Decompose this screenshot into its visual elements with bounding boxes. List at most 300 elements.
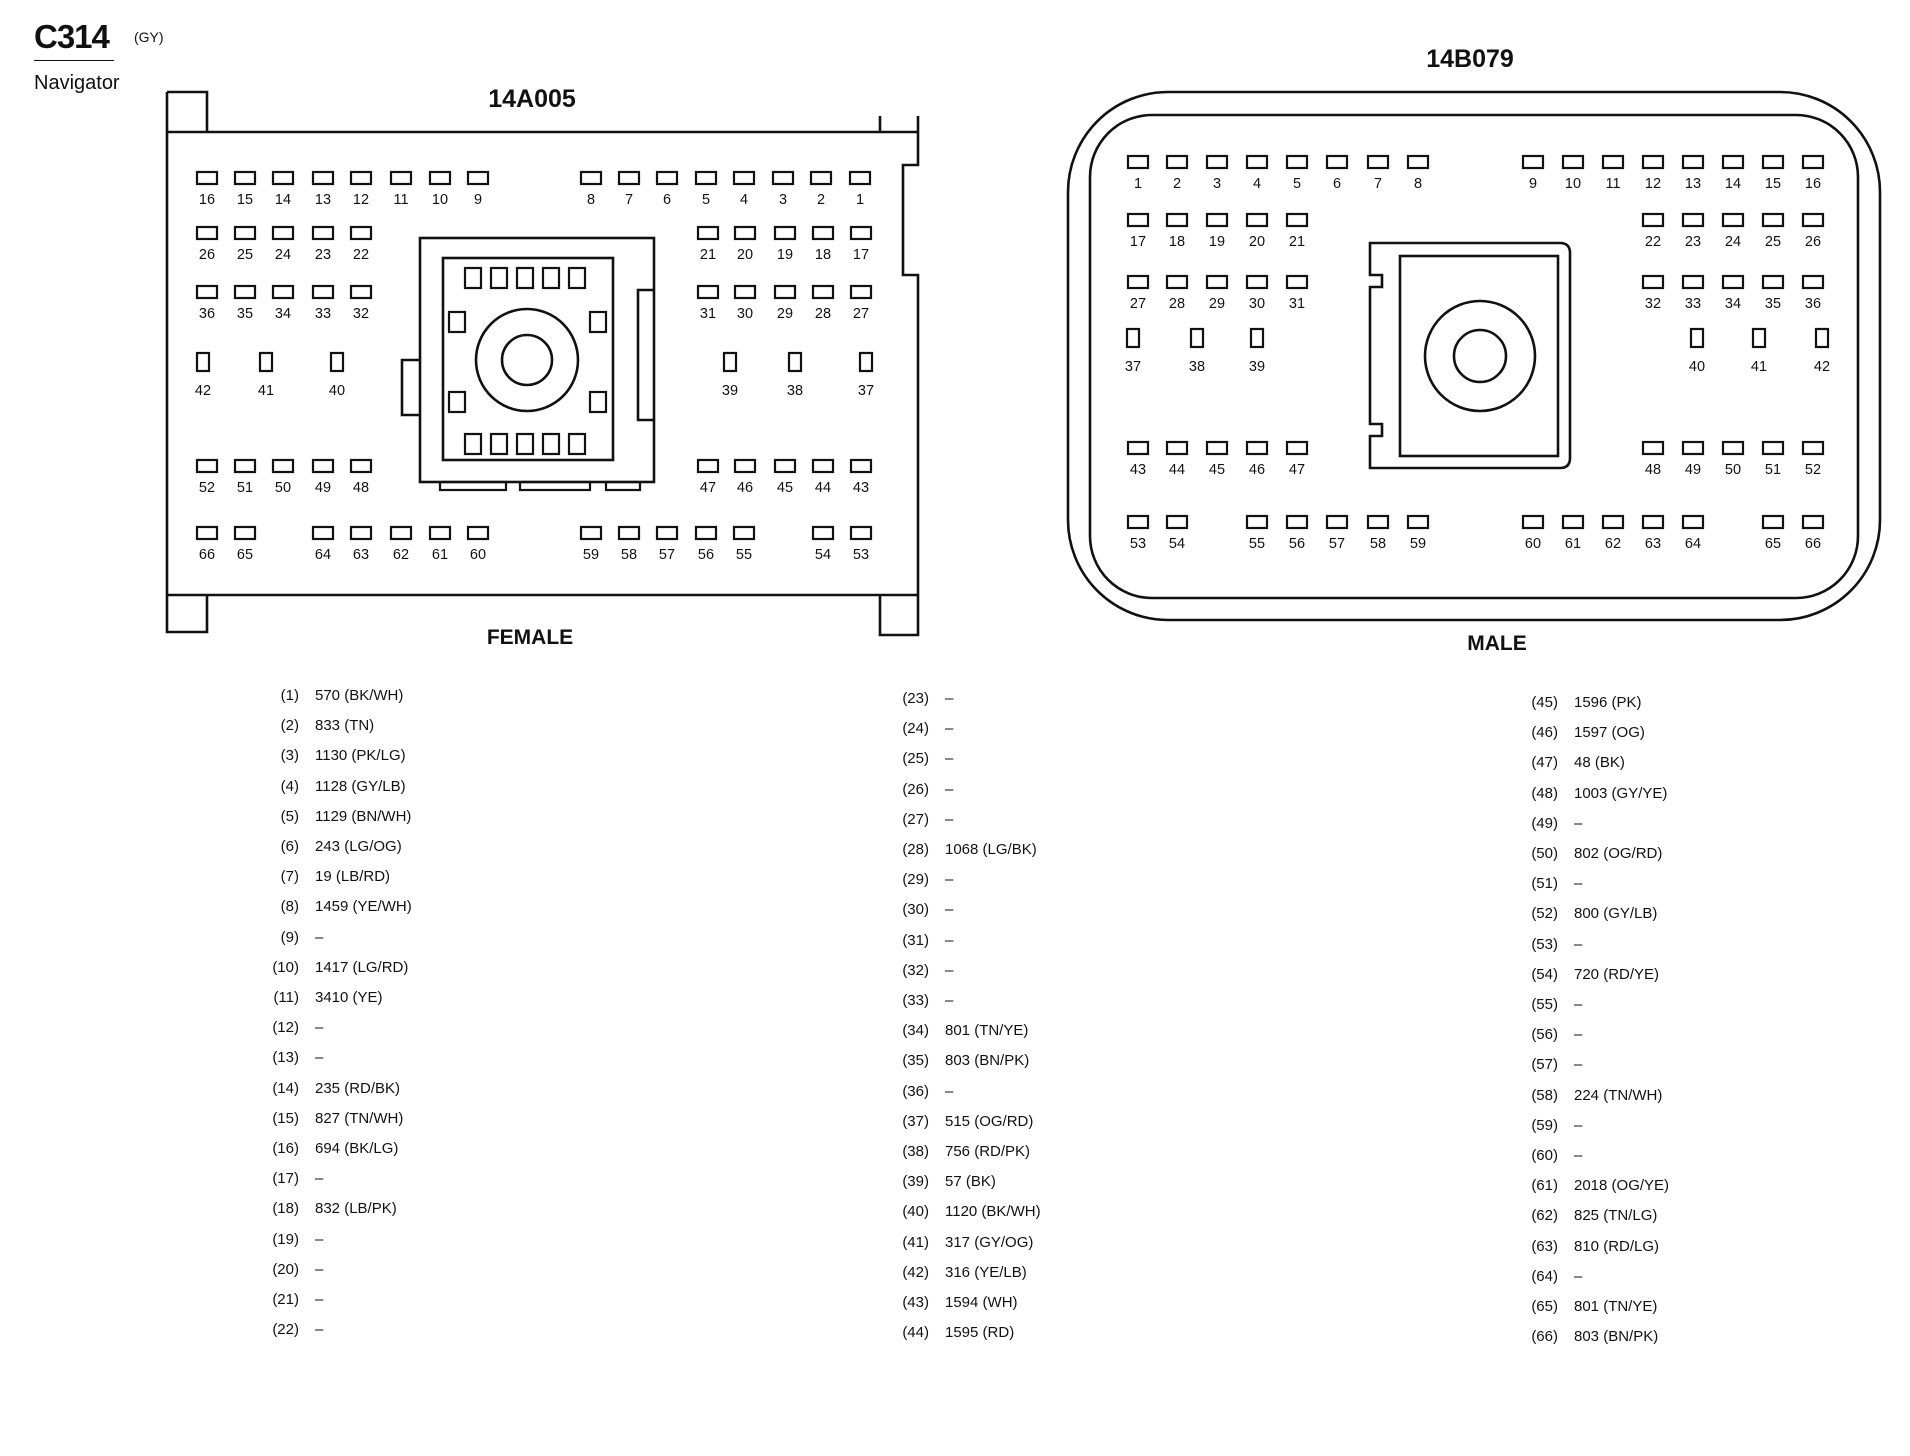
- cavity-48: [351, 460, 371, 472]
- cavity-65: [1763, 516, 1783, 528]
- cavity-17: [851, 227, 871, 239]
- cavity-33: [313, 286, 333, 298]
- female-label: FEMALE: [486, 626, 574, 649]
- cavity-10: [430, 172, 450, 184]
- cavity-label: 1: [1133, 176, 1143, 192]
- pin-number: (50): [1531, 845, 1558, 862]
- pin-number: (55): [1531, 996, 1558, 1013]
- pin-number: (38): [902, 1143, 929, 1160]
- pinout-row: [265, 959, 408, 976]
- pinout-row: [265, 929, 323, 946]
- cavity-label: 29: [1208, 296, 1226, 312]
- pin-number: (26): [902, 780, 929, 798]
- cavity-14: [1723, 156, 1743, 168]
- cavity-44: [813, 460, 833, 472]
- pinout-row: [1524, 845, 1662, 862]
- pin-number: (43): [902, 1294, 929, 1311]
- cavity-label: 23: [314, 247, 332, 263]
- pinout-row: [895, 1173, 996, 1190]
- cavity-50: [1723, 442, 1743, 454]
- circuit-color: –: [315, 1260, 324, 1278]
- cavity-label: 65: [236, 547, 254, 563]
- cavity-19: [1207, 214, 1227, 226]
- pin-number: (9): [280, 928, 299, 946]
- cavity-label: 41: [1750, 359, 1768, 375]
- cavity-label: 54: [1168, 536, 1186, 552]
- cavity-label: 53: [1129, 536, 1147, 552]
- pinout-row: [1524, 1207, 1657, 1224]
- cavity-37: [1127, 329, 1139, 347]
- circuit-color: 1130 (PK/LG): [315, 747, 406, 765]
- circuit-color: 833 (TN): [315, 717, 375, 735]
- cavity-label: 35: [236, 306, 254, 322]
- cavity-label: 61: [1564, 536, 1582, 552]
- cavity-29: [1207, 276, 1227, 288]
- cavity-label: 31: [1288, 296, 1306, 312]
- pin-number: (15): [272, 1109, 299, 1127]
- circuit-color: 48 (BK): [1574, 754, 1625, 772]
- cavity-61: [430, 527, 450, 539]
- latch-slot: [491, 268, 507, 288]
- latch-slot: [449, 392, 465, 412]
- cavity-33: [1683, 276, 1703, 288]
- cavity-37: [860, 353, 872, 371]
- pin-number: (59): [1531, 1116, 1558, 1134]
- cavity-21: [698, 227, 718, 239]
- cavity-label: 63: [1644, 536, 1662, 552]
- cavity-label: 16: [198, 192, 216, 208]
- cavity-label: 49: [1684, 462, 1702, 478]
- cavity-30: [735, 286, 755, 298]
- cavity-label: 15: [1764, 176, 1782, 192]
- circuit-color: –: [1574, 1267, 1583, 1285]
- cavity-18: [813, 227, 833, 239]
- pin-number: (29): [902, 871, 929, 889]
- pinout-row: [1524, 694, 1642, 711]
- cavity-label: 48: [1644, 462, 1662, 478]
- pin-number: (8): [280, 898, 299, 916]
- pinout-row: [265, 1261, 323, 1278]
- circuit-color: –: [315, 1170, 324, 1188]
- female-shell-outline: [167, 92, 918, 635]
- cavity-label: 10: [1564, 176, 1582, 192]
- cavity-label: 5: [701, 192, 711, 208]
- cavity-39: [1251, 329, 1263, 347]
- cavity-32: [1643, 276, 1663, 288]
- cavity-50: [273, 460, 293, 472]
- circuit-color: –: [945, 750, 954, 768]
- cavity-label: 5: [1292, 176, 1302, 192]
- cavity-56: [1287, 516, 1307, 528]
- pinout-row: [895, 811, 953, 828]
- cavity-label: 7: [1373, 176, 1383, 192]
- cavity-11: [391, 172, 411, 184]
- pinout-row: [1524, 1087, 1662, 1104]
- circuit-color: 316 (YE/LB): [945, 1263, 1027, 1281]
- cavity-label: 22: [1644, 234, 1662, 250]
- cavity-8: [1408, 156, 1428, 168]
- cavity-22: [1643, 214, 1663, 226]
- pinout-row: [1524, 1177, 1669, 1194]
- pin-number: (45): [1531, 694, 1558, 711]
- cavity-20: [1247, 214, 1267, 226]
- male-shell-outer: [1068, 92, 1880, 620]
- circuit-color: –: [945, 992, 954, 1009]
- cavity-label: 51: [236, 480, 254, 496]
- cavity-label: 3: [1212, 176, 1222, 192]
- cavity-6: [657, 172, 677, 184]
- cavity-label: 64: [1684, 536, 1702, 552]
- cavity-47: [1287, 442, 1307, 454]
- cavity-label: 13: [314, 192, 332, 208]
- female-key-inner: [502, 335, 552, 385]
- pinout-row: [265, 838, 402, 855]
- pinout-row: [265, 747, 406, 764]
- cavity-label: 14: [274, 192, 292, 208]
- cavity-label: 27: [852, 306, 870, 322]
- cavity-label: 42: [194, 383, 212, 399]
- circuit-color: 832 (LB/PK): [315, 1200, 397, 1218]
- circuit-color: –: [945, 961, 954, 979]
- cavity-60: [1523, 516, 1543, 528]
- cavity-16: [1803, 156, 1823, 168]
- circuit-color: 317 (GY/OG): [945, 1233, 1034, 1251]
- cavity-label: 35: [1764, 296, 1782, 312]
- cavity-4: [1247, 156, 1267, 168]
- circuit-color: –: [1574, 814, 1583, 832]
- cavity-label: 14: [1724, 176, 1742, 192]
- pinout-row: [265, 1200, 397, 1217]
- pinout-row: [1524, 905, 1657, 922]
- cavity-label: 11: [1605, 176, 1621, 192]
- pin-number: (13): [272, 1049, 299, 1067]
- latch-slot: [543, 434, 559, 454]
- pin-number: (53): [1531, 935, 1558, 953]
- cavity-61: [1563, 516, 1583, 528]
- cavity-label: 9: [473, 192, 483, 208]
- cavity-12: [351, 172, 371, 184]
- cavity-label: 33: [1684, 296, 1702, 312]
- circuit-color: –: [945, 780, 954, 798]
- cavity-label: 66: [1804, 536, 1822, 552]
- pin-number: (18): [272, 1200, 299, 1218]
- cavity-label: 9: [1528, 176, 1538, 192]
- male-label: MALE: [1467, 632, 1527, 655]
- pinout-row: [895, 1143, 1030, 1160]
- circuit-color: 827 (TN/WH): [315, 1109, 404, 1127]
- pinout-row: [265, 868, 390, 885]
- pin-number: (32): [902, 961, 929, 979]
- pin-number: (5): [280, 807, 299, 825]
- cavity-1: [850, 172, 870, 184]
- pinout-row: [1524, 785, 1667, 802]
- cavity-34: [273, 286, 293, 298]
- cavity-label: 34: [274, 306, 292, 322]
- circuit-color: 1597 (OG): [1574, 724, 1645, 742]
- cavity-label: 18: [1168, 234, 1186, 250]
- circuit-color: 57 (BK): [945, 1173, 996, 1191]
- pinout-row: [265, 1019, 323, 1036]
- circuit-color: –: [315, 1291, 324, 1308]
- cavity-3: [1207, 156, 1227, 168]
- female-latch-notch: [638, 290, 654, 420]
- circuit-color: –: [1574, 935, 1583, 953]
- pinout-row: [265, 989, 383, 1006]
- circuit-color: –: [1574, 1147, 1583, 1164]
- cavity-label: 55: [1248, 536, 1266, 552]
- cavity-label: 34: [1724, 296, 1742, 312]
- cavity-55: [1247, 516, 1267, 528]
- cavity-43: [851, 460, 871, 472]
- cavity-63: [1643, 516, 1663, 528]
- cavity-label: 59: [582, 547, 600, 563]
- cavity-label: 2: [1172, 176, 1182, 192]
- pinout-row: [895, 1083, 953, 1100]
- circuit-color: 1068 (LG/BK): [945, 841, 1037, 858]
- cavity-label: 45: [776, 480, 794, 496]
- cavity-5: [696, 172, 716, 184]
- cavity-25: [235, 227, 255, 239]
- cavity-46: [735, 460, 755, 472]
- circuit-color: 243 (LG/OG): [315, 838, 402, 855]
- latch-slot: [465, 268, 481, 288]
- cavity-14: [273, 172, 293, 184]
- cavity-label: 26: [1804, 234, 1822, 250]
- cavity-49: [1683, 442, 1703, 454]
- cavity-30: [1247, 276, 1267, 288]
- circuit-color: 1129 (BN/WH): [315, 807, 412, 825]
- cavity-label: 12: [352, 192, 370, 208]
- cavity-62: [391, 527, 411, 539]
- pin-number: (23): [902, 690, 929, 707]
- cavity-label: 1: [855, 192, 865, 208]
- circuit-color: 570 (BK/WH): [315, 687, 404, 704]
- circuit-color: 720 (RD/YE): [1574, 965, 1660, 983]
- circuit-color: –: [945, 901, 954, 919]
- cavity-label: 28: [814, 306, 832, 322]
- cavity-label: 66: [198, 547, 216, 563]
- cavity-20: [735, 227, 755, 239]
- circuit-color: 235 (RD/BK): [315, 1079, 401, 1097]
- pin-number: (4): [280, 777, 299, 795]
- cavity-9: [1523, 156, 1543, 168]
- cavity-44: [1167, 442, 1187, 454]
- male-cavity-grid: [1125, 156, 1830, 552]
- circuit-color: –: [1574, 1116, 1583, 1134]
- cavity-5: [1287, 156, 1307, 168]
- cavity-41: [1753, 329, 1765, 347]
- cavity-13: [313, 172, 333, 184]
- pin-number: (52): [1531, 905, 1558, 923]
- circuit-color: 2018 (OG/YE): [1574, 1177, 1670, 1195]
- cavity-label: 60: [1524, 536, 1542, 552]
- pin-number: (21): [272, 1291, 299, 1308]
- pin-number: (40): [902, 1203, 929, 1221]
- cavity-label: 50: [274, 480, 292, 496]
- cavity-label: 39: [1248, 359, 1266, 375]
- cavity-38: [789, 353, 801, 371]
- pinout-row: [265, 898, 412, 915]
- cavity-label: 36: [198, 306, 216, 322]
- cavity-54: [813, 527, 833, 539]
- pinout-row: [895, 962, 953, 979]
- cavity-label: 38: [1188, 359, 1206, 375]
- cavity-label: 20: [1248, 234, 1266, 250]
- cavity-label: 37: [857, 383, 875, 399]
- cavity-label: 58: [1369, 536, 1387, 552]
- cavity-label: 48: [352, 480, 370, 496]
- pin-number: (19): [272, 1230, 299, 1248]
- pinout-row: [1524, 1328, 1658, 1345]
- pin-number: (16): [272, 1140, 299, 1157]
- cavity-label: 63: [352, 547, 370, 563]
- cavity-label: 57: [658, 547, 676, 563]
- pin-number: (41): [902, 1233, 929, 1251]
- cavity-label: 27: [1129, 296, 1147, 312]
- cavity-43: [1128, 442, 1148, 454]
- cavity-24: [1723, 214, 1743, 226]
- cavity-55: [734, 527, 754, 539]
- latch-slot: [449, 312, 465, 332]
- pinout-row: [895, 871, 953, 888]
- female-connector: [167, 85, 918, 649]
- circuit-color: –: [945, 810, 954, 828]
- pin-number: (63): [1531, 1237, 1558, 1255]
- cavity-label: 10: [431, 192, 449, 208]
- cavity-label: 56: [697, 547, 715, 563]
- pinout-row: [895, 901, 953, 918]
- cavity-3: [773, 172, 793, 184]
- latch-slot: [569, 268, 585, 288]
- latch-slot: [491, 434, 507, 454]
- circuit-color: 803 (BN/PK): [1574, 1328, 1659, 1346]
- pin-number: (3): [280, 747, 299, 765]
- pinout-row: [1524, 815, 1582, 832]
- cavity-66: [197, 527, 217, 539]
- cavity-label: 32: [352, 306, 370, 322]
- pin-number: (22): [272, 1321, 299, 1339]
- cavity-label: 28: [1168, 296, 1186, 312]
- pinout-row: [265, 1291, 323, 1308]
- connector-code: C314: [34, 18, 109, 55]
- pinout-row: [895, 1022, 1028, 1039]
- pin-number: (49): [1531, 814, 1558, 832]
- circuit-color: –: [315, 1049, 324, 1067]
- cavity-label: 31: [699, 306, 717, 322]
- cavity-23: [313, 227, 333, 239]
- cavity-24: [273, 227, 293, 239]
- cavity-28: [813, 286, 833, 298]
- pin-number: (20): [272, 1260, 299, 1278]
- male-key-outer-ring: [1425, 301, 1535, 411]
- cavity-label: 61: [431, 547, 449, 563]
- pin-number: (62): [1531, 1207, 1558, 1225]
- cavity-label: 50: [1724, 462, 1742, 478]
- cavity-49: [313, 460, 333, 472]
- cavity-58: [619, 527, 639, 539]
- cavity-51: [1763, 442, 1783, 454]
- cavity-label: 30: [736, 306, 754, 322]
- cavity-34: [1723, 276, 1743, 288]
- pinout-row: [1524, 936, 1582, 953]
- pin-number: (7): [280, 868, 299, 886]
- female-latch-block: [420, 238, 654, 482]
- pin-number: (34): [902, 1022, 929, 1040]
- circuit-color: 800 (GY/LB): [1574, 905, 1658, 923]
- cavity-label: 62: [1604, 536, 1622, 552]
- circuit-color: 810 (RD/LG): [1574, 1237, 1660, 1255]
- cavity-15: [235, 172, 255, 184]
- pin-number: (65): [1531, 1298, 1558, 1315]
- pinout-row: [265, 1231, 323, 1248]
- male-connector: [1068, 45, 1880, 655]
- female-key-outer: [476, 309, 578, 411]
- cavity-66: [1803, 516, 1823, 528]
- male-key-center: [1454, 330, 1506, 382]
- cavity-label: 12: [1644, 176, 1662, 192]
- cavity-42: [1816, 329, 1828, 347]
- circuit-color: 1594 (WH): [945, 1294, 1018, 1311]
- pin-number: (51): [1531, 875, 1558, 893]
- cavity-label: 55: [735, 547, 753, 563]
- cavity-42: [197, 353, 209, 371]
- cavity-label: 29: [776, 306, 794, 322]
- cavity-label: 40: [328, 383, 346, 399]
- pinout-row: [895, 992, 953, 1009]
- cavity-10: [1563, 156, 1583, 168]
- cavity-29: [775, 286, 795, 298]
- cavity-13: [1683, 156, 1703, 168]
- latch-slot: [543, 268, 559, 288]
- pinout-row: [1524, 1026, 1582, 1043]
- cavity-62: [1603, 516, 1623, 528]
- pin-number: (47): [1531, 754, 1558, 772]
- circuit-color: –: [945, 931, 954, 949]
- cavity-label: 30: [1248, 296, 1266, 312]
- cavity-48: [1643, 442, 1663, 454]
- cavity-label: 64: [314, 547, 332, 563]
- circuit-color: –: [945, 871, 954, 889]
- pinout-row: [265, 1140, 398, 1157]
- pin-number: (46): [1531, 724, 1558, 742]
- pin-number: (66): [1531, 1328, 1558, 1346]
- cavity-1: [1128, 156, 1148, 168]
- cavity-27: [1128, 276, 1148, 288]
- latch-slot: [517, 268, 533, 288]
- circuit-color: 801 (TN/YE): [945, 1022, 1029, 1040]
- vehicle-name: Navigator: [34, 72, 120, 94]
- cavity-label: 47: [699, 480, 717, 496]
- cavity-label: 4: [1252, 176, 1262, 192]
- cavity-label: 21: [1288, 234, 1306, 250]
- circuit-color: –: [315, 1019, 324, 1037]
- cavity-2: [1167, 156, 1187, 168]
- circuit-color: 1120 (BK/WH): [945, 1203, 1041, 1221]
- pinout-row: [1524, 1268, 1582, 1285]
- cavity-57: [1327, 516, 1347, 528]
- cavity-label: 60: [469, 547, 487, 563]
- circuit-color: 802 (OG/RD): [1574, 845, 1663, 862]
- cavity-35: [235, 286, 255, 298]
- pinout-row: [895, 841, 1037, 858]
- circuit-color: 1595 (RD): [945, 1324, 1015, 1342]
- cavity-label: 4: [739, 192, 749, 208]
- cavity-52: [197, 460, 217, 472]
- pin-number: (30): [902, 901, 929, 919]
- pin-number: (27): [902, 810, 929, 828]
- pin-number: (17): [272, 1170, 299, 1188]
- circuit-color: 515 (OG/RD): [945, 1112, 1034, 1130]
